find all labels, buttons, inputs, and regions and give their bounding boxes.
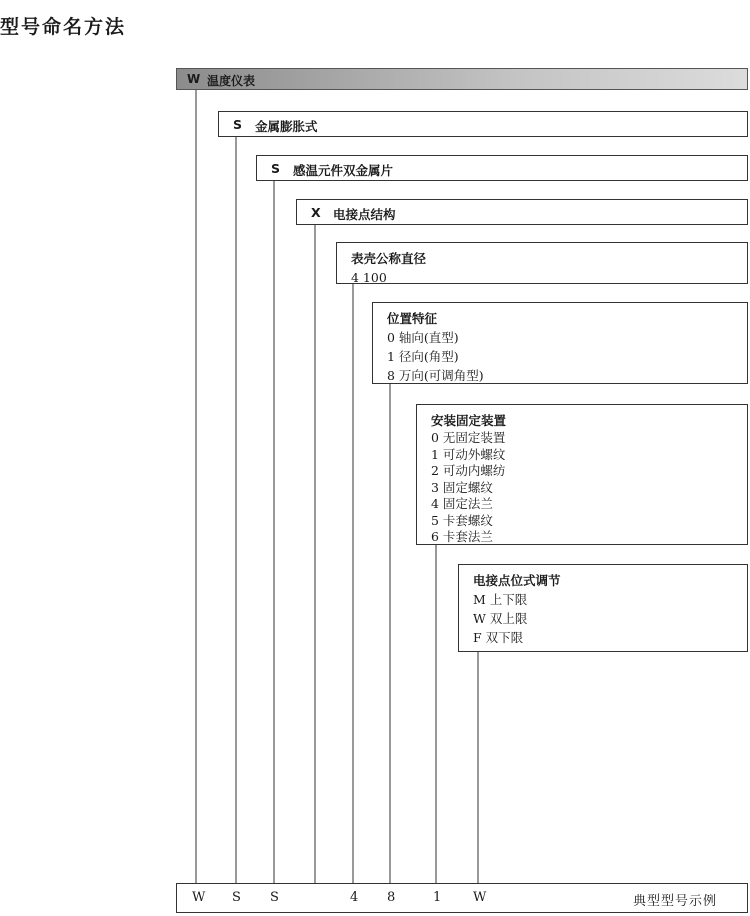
group-item: 6 卡套法兰	[431, 529, 493, 544]
header-label: 温度仪表	[207, 74, 256, 88]
example-code: S	[232, 890, 241, 905]
group-box-mounting	[416, 404, 748, 545]
group-item: M 上下限	[473, 592, 528, 607]
row-code: X	[311, 205, 321, 220]
row-label: 电接点结构	[333, 207, 396, 222]
row-label: 感温元件双金属片	[293, 163, 394, 178]
group-item: 4 100	[351, 270, 387, 285]
row-code: S	[271, 161, 281, 176]
group-item: 8 万向(可调角型)	[387, 368, 484, 383]
example-bar	[176, 883, 748, 913]
example-code: 1	[433, 890, 442, 905]
group-item: 5 卡套螺纹	[431, 512, 493, 528]
group-item: 4 固定法兰	[431, 496, 493, 511]
example-code: 4	[350, 890, 359, 905]
header-bar	[176, 68, 748, 90]
group-title: 安装固定装置	[431, 413, 507, 428]
row-box-bimetal-element	[256, 155, 748, 181]
example-code: S	[270, 890, 279, 905]
page-title: 型号命名方法	[0, 16, 127, 38]
row-code: S	[233, 117, 243, 132]
group-item: W 双上限	[473, 611, 528, 626]
example-label: 典型型号示例	[632, 894, 717, 909]
group-title: 表壳公称直径	[351, 251, 427, 266]
example-code: 8	[387, 890, 396, 905]
group-item: 2 可动内螺纺	[431, 463, 506, 478]
group-item: F 双下限	[473, 630, 524, 645]
example-code: W	[473, 890, 487, 905]
group-item: 0 无固定装置	[431, 430, 506, 445]
group-box-diameter	[336, 242, 748, 284]
group-item: 1 径向(角型)	[387, 349, 459, 364]
group-title: 电接点位式调节	[473, 573, 561, 588]
group-box-position	[372, 302, 748, 384]
group-item: 0 轴向(直型)	[387, 330, 459, 345]
header-code: W	[187, 72, 201, 86]
group-item: 1 可动外螺纹	[431, 446, 506, 462]
row-box-contact-structure	[296, 199, 748, 225]
example-code: W	[192, 890, 206, 905]
row-box-metal-expansion	[218, 111, 748, 137]
group-box-contact-adjustment	[458, 564, 748, 652]
row-label: 金属膨胀式	[255, 119, 318, 134]
group-item: 3 固定螺纹	[431, 479, 493, 495]
group-title: 位置特征	[387, 311, 438, 326]
